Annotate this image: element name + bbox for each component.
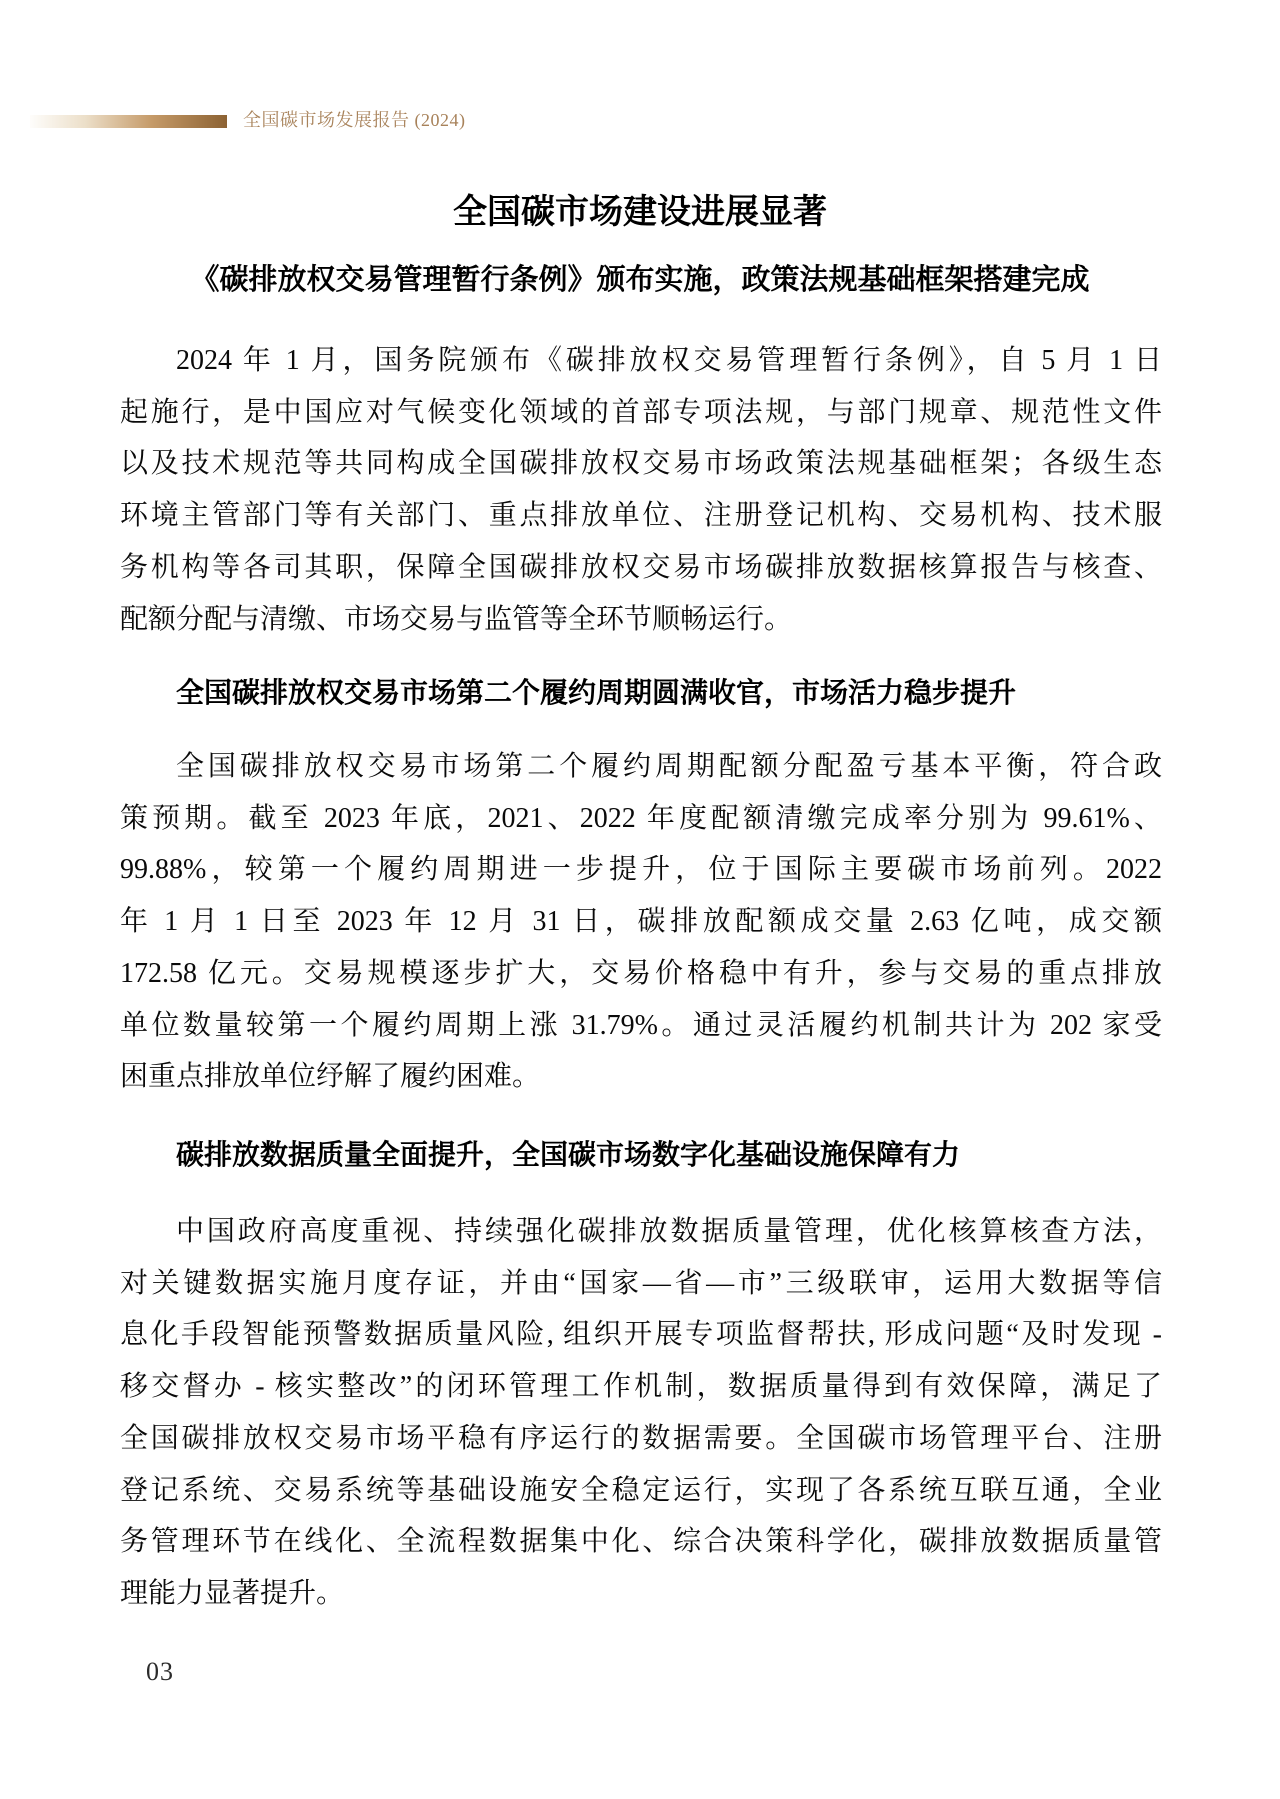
text-line: 环境主管部门等有关部门、重点排放单位、注册登记机构、交易机构、技术服	[120, 500, 1162, 532]
text-line: 全国碳排放权交易市场第二个履约周期配额分配盈亏基本平衡，符合政	[176, 751, 1162, 782]
text-line: 息化手段智能预警数据质量风险, 组织开展专项监督帮扶, 形成问题“及时发现 -	[120, 1319, 1162, 1351]
text-line: 登记系统、交易系统等基础设施安全稳定运行，实现了各系统互联互通，全业	[120, 1474, 1162, 1506]
section-heading-3: 碳排放数据质量全面提升，全国碳市场数字化基础设施保障有力	[176, 1140, 961, 1171]
paragraph-3	[120, 1206, 1162, 1620]
text-line: 全国碳排放权交易市场平稳有序运行的数据需要。全国碳市场管理平台、注册	[120, 1422, 1162, 1454]
text-line: 移交督办 - 核实整改”的闭环管理工作机制，数据质量得到有效保障，满足了	[120, 1371, 1162, 1403]
paragraph-1	[120, 335, 1162, 645]
section-heading-1: 《碳排放权交易管理暂行条例》颁布实施，政策法规基础框架搭建完成	[190, 264, 1090, 296]
text-line: 务机构等各司其职，保障全国碳排放权交易市场碳排放数据核算报告与核查、	[120, 551, 1162, 583]
text-line: 务管理环节在线化、全流程数据集中化、综合决策科学化，碳排放数据质量管	[120, 1526, 1162, 1558]
section-heading-2: 全国碳排放权交易市场第二个履约周期圆满收官，市场活力稳步提升	[176, 678, 1017, 709]
text-line: 对关键数据实施月度存证，并由“国家—省—市”三级联审，运用大数据等信	[120, 1267, 1162, 1299]
text-line: 单位数量较第一个履约周期上涨 31.79%。通过灵活履约机制共计为 202 家受	[120, 1009, 1162, 1041]
text-line: 起施行，是中国应对气候变化领域的首部专项法规，与部门规章、规范性文件	[120, 396, 1162, 428]
page-number: 03	[146, 1657, 174, 1686]
header-gradient-bar	[30, 115, 227, 128]
text-line: 中国政府高度重视、持续强化碳排放数据质量管理，优化核算核查方法，	[176, 1216, 1162, 1247]
text-line: 2024 年 1 月，国务院颁布《碳排放权交易管理暂行条例》，自 5 月 1 日	[176, 345, 1162, 376]
text-line: 年 1 月 1 日至 2023 年 12 月 31 日，碳排放配额成交量 2.63 亿吨，成交额	[120, 906, 1162, 938]
page-title: 全国碳市场建设进展显著	[453, 194, 827, 231]
text-line: 172.58 亿元。交易规模逐步扩大，交易价格稳中有升，参与交易的重点排放	[120, 957, 1162, 989]
text-line: 策预期。截至 2023 年底，2021、2022 年度配额清缴完成率分别为 99.61%、	[120, 802, 1162, 834]
text-line: 99.88%，较第一个履约周期进一步提升，位于国际主要碳市场前列。2022	[120, 854, 1162, 886]
report-header-title: 全国碳市场发展报告 (2024)	[243, 110, 466, 130]
text-line: 理能力显著提升。	[120, 1577, 345, 1609]
text-line: 困重点排放单位纾解了履约困难。	[120, 1061, 541, 1093]
text-line: 配额分配与清缴、市场交易与监管等全环节顺畅运行。	[120, 603, 793, 635]
paragraph-2	[120, 741, 1162, 1103]
text-line: 以及技术规范等共同构成全国碳排放权交易市场政策法规基础框架；各级生态	[120, 448, 1162, 480]
